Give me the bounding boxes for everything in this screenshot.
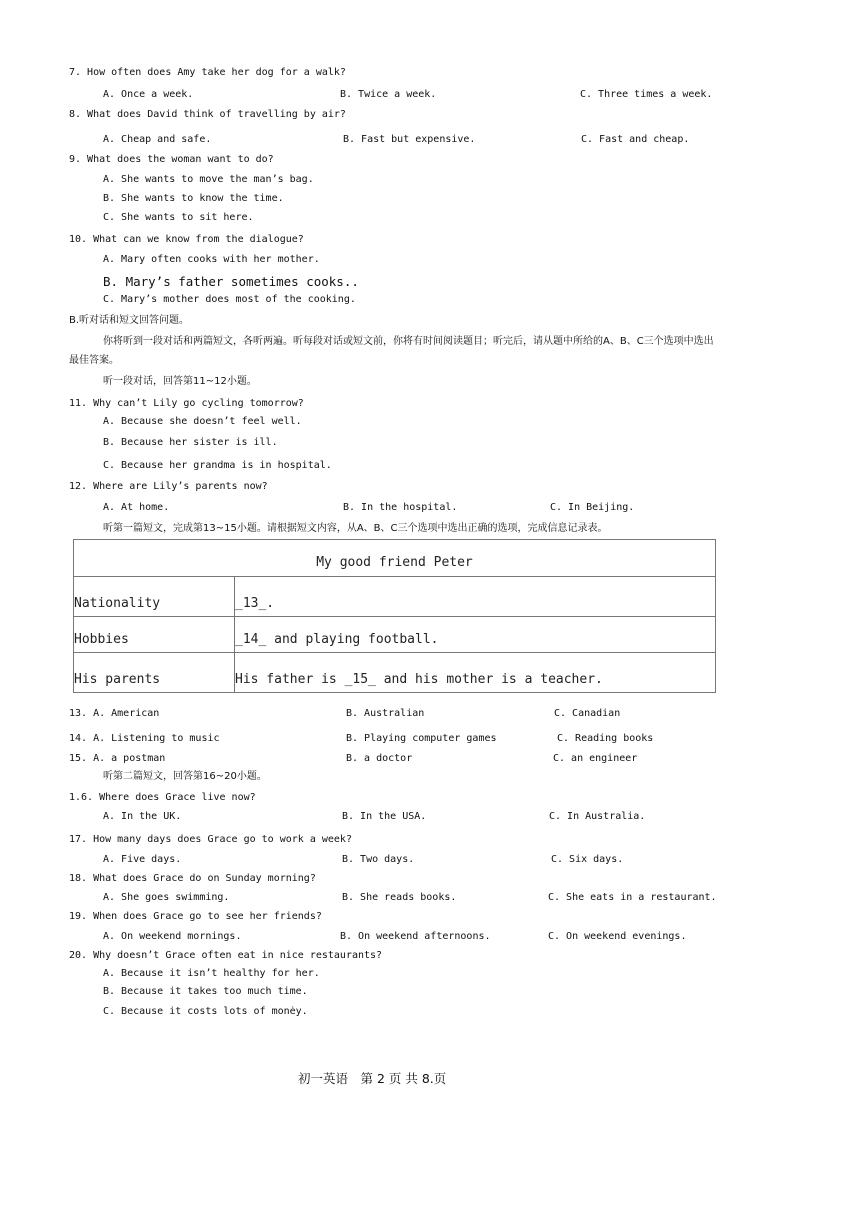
passage-1-intro: 听第一篇短文，完成第13~15小题。请根据短文内容，从A、B、C三个选项中选出正确的选项，完成信息记录表。 xyxy=(103,523,608,534)
q17-option-c: C. Six days. xyxy=(551,854,624,865)
table-label-parents: His parents xyxy=(74,653,235,693)
table-title: My good friend Peter xyxy=(74,540,716,577)
q17-option-a: A. Five days. xyxy=(103,854,182,865)
q16-option-c: C. In Australia. xyxy=(549,811,646,822)
q18-option-a: A. She goes swimming. xyxy=(103,892,230,903)
q17-option-b: B. Two days. xyxy=(342,854,415,865)
q9-option-c: C. She wants to sit here. xyxy=(103,212,254,223)
q14-option-b: B. Playing computer games xyxy=(346,733,497,744)
q8-option-b: B. Fast but expensive. xyxy=(343,134,476,145)
question-19: 19. When does Grace go to see her friends? xyxy=(69,911,322,922)
q20-option-b: B. Because it takes too much time. xyxy=(103,986,308,997)
q13-option-c: C. Canadian xyxy=(554,708,621,719)
q12-option-a: A. At home. xyxy=(103,502,170,513)
section-b-title: B.听对话和短文回答问题。 xyxy=(69,315,190,326)
table-label-nationality: Nationality xyxy=(74,577,235,617)
q11-option-c: C. Because her grandma is in hospital. xyxy=(103,460,332,471)
q7-option-a: A. Once a week. xyxy=(103,89,194,100)
q12-option-b: B. In the hospital. xyxy=(343,502,458,513)
q8-option-a: A. Cheap and safe. xyxy=(103,134,212,145)
q14-option-a: 14. A. Listening to music xyxy=(69,733,220,744)
question-11: 11. Why can’t Lily go cycling tomorrow? xyxy=(69,398,304,409)
q10-option-c: C. Mary’s mother does most of the cooking. xyxy=(103,294,356,305)
question-16: 1.6. Where does Grace live now? xyxy=(69,792,256,803)
q18-option-b: B. She reads books. xyxy=(342,892,457,903)
q11-option-b: B. Because her sister is ill. xyxy=(103,437,278,448)
q19-option-c: C. On weekend evenings. xyxy=(548,931,687,942)
q10-option-a: A. Mary often cooks with her mother. xyxy=(103,254,320,265)
q15-option-c: C. an engineer xyxy=(553,753,638,764)
q11-option-a: A. Because she doesn’t feel well. xyxy=(103,416,302,427)
question-7: 7. How often does Amy take her dog for a walk? xyxy=(69,67,346,78)
q18-option-c: C. She eats in a restaurant. xyxy=(548,892,717,903)
q7-option-b: B. Twice a week. xyxy=(340,89,437,100)
question-12: 12. Where are Lily’s parents now? xyxy=(69,481,268,492)
q9-option-b: B. She wants to know the time. xyxy=(103,193,284,204)
q10-option-b: B. Mary’s father sometimes cooks.. xyxy=(103,274,359,289)
q9-option-a: A. She wants to move the man’s bag. xyxy=(103,174,314,185)
q14-option-c: C. Reading books xyxy=(557,733,654,744)
page-footer: 初一英语 第 2 页 共 8.页 xyxy=(298,1071,447,1086)
dialogue-intro: 听一段对话，回答第11~12小题。 xyxy=(103,376,257,387)
q12-option-c: C. In Beijing. xyxy=(550,502,635,513)
table-label-hobbies: Hobbies xyxy=(74,617,235,653)
question-9: 9. What does the woman want to do? xyxy=(69,154,274,165)
q16-option-b: B. In the USA. xyxy=(342,811,427,822)
table-row xyxy=(74,617,716,653)
q13-option-b: B. Australian xyxy=(346,708,425,719)
q20-option-a: A. Because it isn’t healthy for her. xyxy=(103,968,320,979)
passage-2-intro: 听第二篇短文，回答第16~20小题。 xyxy=(103,771,267,782)
question-8: 8. What does David think of travelling by air? xyxy=(69,109,346,120)
q13-option-a: 13. A. American xyxy=(69,708,160,719)
question-18: 18. What does Grace do on Sunday morning? xyxy=(69,873,316,884)
q15-option-b: B. a doctor xyxy=(346,753,413,764)
question-20: 20. Why doesn’t Grace often eat in nice restaurants? xyxy=(69,950,383,961)
q20-option-c: C. Because it costs lots of monėy. xyxy=(103,1006,308,1017)
info-record-table xyxy=(73,539,716,693)
question-17: 17. How many days does Grace go to work a week? xyxy=(69,834,352,845)
question-10: 10. What can we know from the dialogue? xyxy=(69,234,304,245)
q19-option-a: A. On weekend mornings. xyxy=(103,931,242,942)
table-value-nationality: _13_. xyxy=(235,577,716,617)
table-value-hobbies: _14_ and playing football. xyxy=(235,617,716,653)
q16-option-a: A. In the UK. xyxy=(103,811,182,822)
q8-option-c: C. Fast and cheap. xyxy=(581,134,690,145)
table-row xyxy=(74,653,716,693)
table-value-parents: His father is _15_ and his mother is a teacher. xyxy=(235,653,716,693)
q7-option-c: C. Three times a week. xyxy=(580,89,713,100)
section-b-instruction-line2: 最佳答案。 xyxy=(69,355,119,366)
table-row xyxy=(74,577,716,617)
q19-option-b: B. On weekend afternoons. xyxy=(340,931,491,942)
q15-option-a: 15. A. a postman xyxy=(69,753,166,764)
section-b-instruction-line1: 你将听到一段对话和两篇短文，各听两遍。听每段对话或短文前，你将有时间阅读题目；听完后，请从题中所给的A、B、C三个选项中选出 xyxy=(103,336,714,347)
